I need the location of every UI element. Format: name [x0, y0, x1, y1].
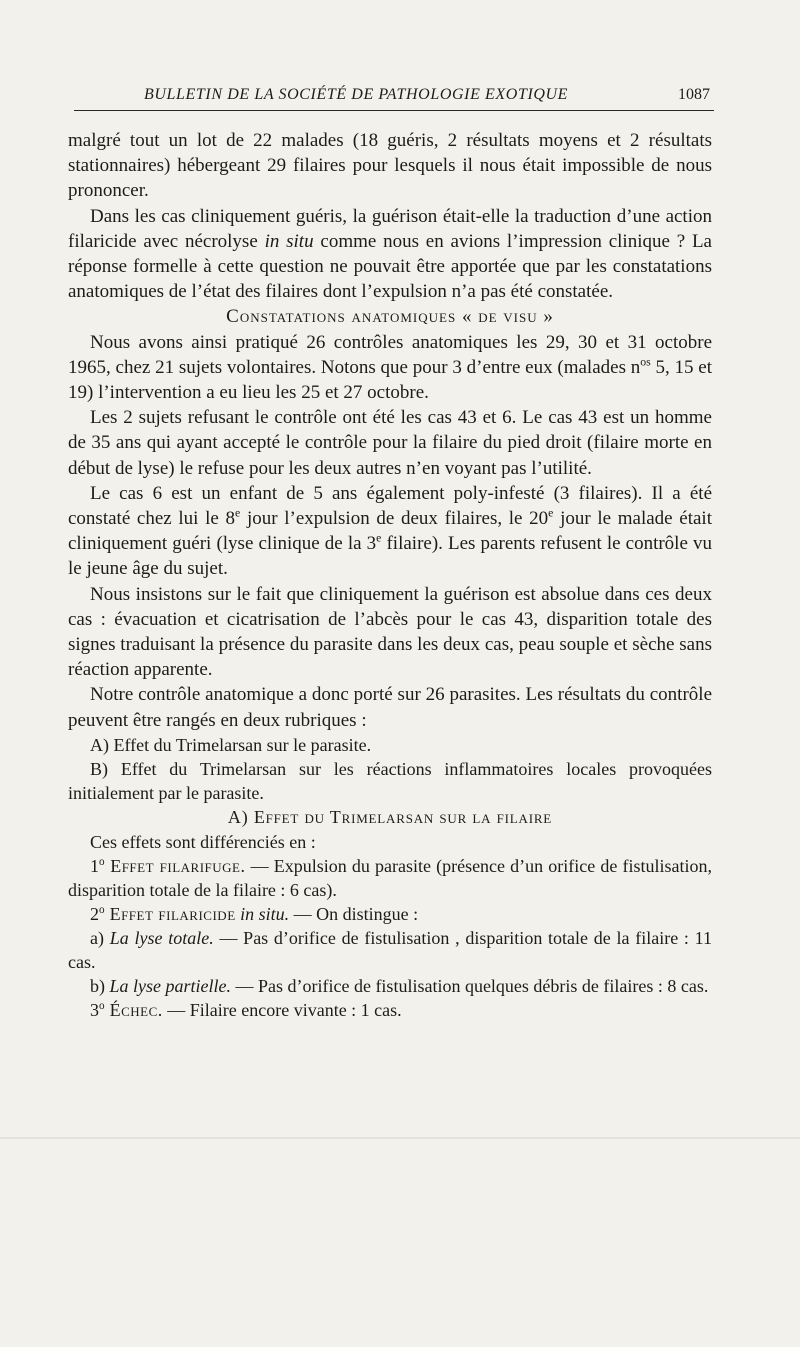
list-item-b: B) Effet du Trimelarsan sur les réactions inflammatoires locales provoquées initialement par le parasite. — [68, 758, 712, 803]
item-3 — [68, 998, 712, 1022]
item-1-sup: o — [99, 856, 105, 869]
paragraph-4: Les 2 sujets refusant le contrôle ont été les cas 43 et 6. Le cas 43 est un homme de 35 ans qui ayant accepté le contrôle pour la filaire du pied droit (filaire morte en début de lyse) le refuse pour les deux autres n’en voyant pas l’utilité. — [68, 407, 712, 479]
item-a-text: — Pas d’orifice de fistulisation , disparition totale de la filaire : 11 cas. — [68, 928, 712, 973]
running-header — [74, 84, 714, 111]
paragraph-3 — [68, 330, 712, 406]
item-2-heading: Effet filaricide — [104, 904, 236, 925]
item-2-sup: o — [99, 904, 105, 917]
item-1-text: — Expulsion du parasite (présence d’un orifice de fistulisation, disparition totale de la filaire : 6 cas). — [68, 856, 712, 901]
paragraph-5-text-d: filaire). Les parents refusent le contrôle vu le jeune âge du sujet. — [68, 533, 712, 580]
paragraph-5 — [68, 481, 712, 582]
item-3-sup: o — [99, 1000, 105, 1013]
item-2 — [68, 902, 712, 926]
page-number: 1087 — [678, 86, 710, 103]
page-fold-shadow — [0, 1137, 800, 1139]
item-3-text: — Filaire encore vivante : 1 cas. — [162, 1000, 402, 1021]
item-1-number: 1 — [90, 856, 99, 877]
section-heading-constatations: Constatations anatomiques « de visu » — [226, 306, 554, 328]
paragraph-6: Nous insistons sur le fait que cliniquement la guérison est absolue dans ces deux cas : évacuation et cicatrisation de l’abcès pour le cas 43, disparition totale des signes traduisant la présence du parasite dans les deux cas, peau souple et sèche sans réaction apparente. — [68, 583, 712, 681]
paragraph-2-text-a: Dans les cas cliniquement guéris, la guérison était-elle la traduction d’une action filaricide avec nécrolyse — [68, 205, 712, 252]
item-a — [68, 926, 712, 974]
paragraph-5-text-b: jour l’expulsion de deux filaires, le 20 — [240, 508, 549, 530]
item-3-number: 3 — [90, 1000, 99, 1021]
item-2-italic: in situ. — [235, 904, 290, 925]
paragraph-3-sup: os — [640, 355, 651, 369]
item-2-text: — On distingue : — [289, 904, 419, 925]
paragraph-5-sup-3: e — [376, 531, 382, 545]
paragraph-2-italic: in situ — [264, 230, 314, 252]
item-a-label: a) — [90, 928, 110, 949]
item-a-italic: La lyse totale. — [109, 928, 214, 949]
item-3-heading: Échec. — [104, 1000, 163, 1021]
paragraph-1: malgré tout un lot de 22 malades (18 guéris, 2 résultats moyens et 2 résultats stationnaires) hébergeant 29 filaires pour lesquels il nous était impossible de nous prononcer. — [68, 130, 712, 202]
paragraph-3-text-b: 5, 15 et 19) l’intervention a eu lieu les 25 et 27 octobre. — [68, 356, 712, 404]
paragraph-5-sup-2: e — [548, 506, 554, 520]
paragraph-7: Notre contrôle anatomique a donc porté sur 26 parasites. Les résultats du contrôle peuvent être rangés en deux rubriques : — [68, 684, 712, 731]
item-b-label: b) — [90, 976, 110, 997]
paragraph-5-text-c: jour le malade était cliniquement guéri (lyse clinique de la 3 — [68, 508, 712, 555]
section-heading-effet: A) Effet du Trimelarsan sur la filaire — [227, 806, 553, 827]
paragraph-2-text-b: comme nous en avions l’impression clinique ? La réponse formelle à cette question ne pouvait être apportée que par les constatations anatomiques de l’état des filaires dont l’expulsion n’a pas été constatée. — [68, 230, 712, 303]
article-body — [68, 128, 712, 1022]
item-b — [68, 974, 712, 998]
paragraph-5-text-a: Le cas 6 est un enfant de 5 ans également poly-infesté (3 filaires). Il a été constaté chez lui le 8 — [68, 482, 712, 530]
paragraph-5-sup-1: e — [235, 506, 241, 520]
list-item-a: A) Effet du Trimelarsan sur le parasite. — [90, 734, 372, 755]
paragraph-3-text-a: Nous avons ainsi pratiqué 26 contrôles anatomiques les 29, 30 et 31 octobre 1965, chez 21 sujets volontaires. Notons que pour 3 d’entre eux (malades n — [68, 331, 712, 378]
item-1 — [68, 854, 712, 902]
item-2-number: 2 — [90, 904, 99, 925]
journal-title: BULLETIN DE LA SOCIÉTÉ DE PATHOLOGIE EXOTIQUE — [144, 86, 569, 103]
paragraph-2 — [68, 204, 712, 305]
item-b-italic: La lyse partielle. — [109, 976, 231, 997]
item-1-heading: Effet filarifuge. — [104, 856, 246, 877]
item-b-text: — Pas d’orifice de fistulisation quelques débris de filaires : 8 cas. — [230, 976, 709, 997]
paragraph-8: Ces effets sont différenciés en : — [90, 832, 316, 853]
